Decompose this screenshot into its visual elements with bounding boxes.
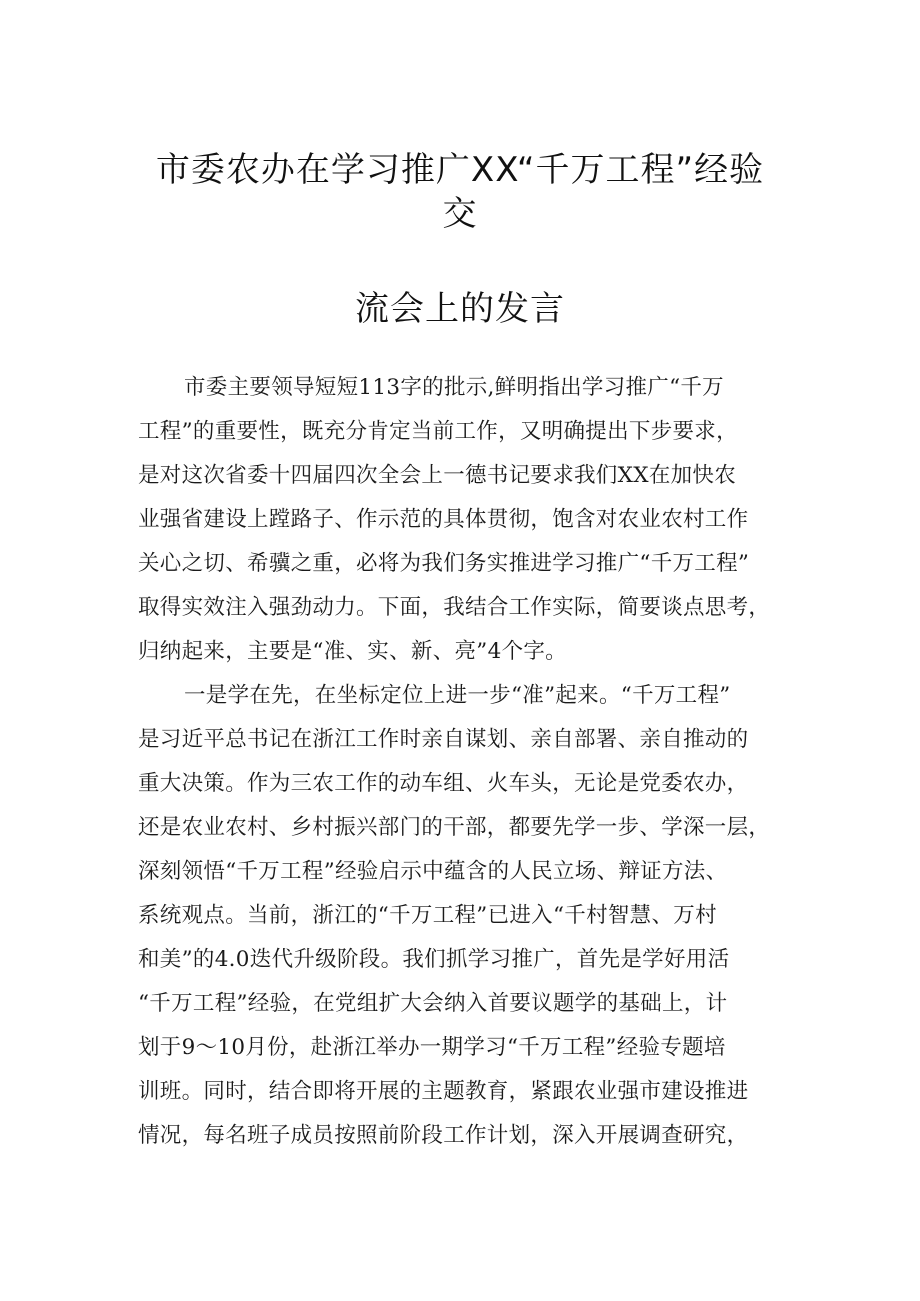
body-line: 还是农业农村、乡村振兴部门的干部，都要先学一步、学深一层，: [138, 815, 771, 840]
body-line: 一是学在先，在坐标定位上进一步“准”起来。“千万工程”: [184, 683, 731, 708]
body-line: “千万工程”经验，在党组扩大会纳入首要议题学的基础上，计: [138, 991, 728, 1016]
body-line: 是习近平总书记在浙江工作时亲自谋划、亲自部署、亲自推动的: [138, 727, 749, 752]
body-line: 情况，每名班子成员按照前阶段工作计划，深入开展调查研究，: [138, 1123, 749, 1148]
body-line: 业强省建设上蹚路子、作示范的具体贯彻，饱含对农业农村工作: [138, 507, 749, 532]
body-line: 关心之切、希骥之重，必将为我们务实推进学习推广“千万工程”: [138, 551, 750, 576]
body-line: 深刻领悟“千万工程”经验启示中蕴含的人民立场、辩证方法、: [138, 859, 728, 884]
body-line: 市委主要领导短短113字的批示,鲜明指出学习推广“千万: [184, 375, 724, 400]
body-line: 训班。同时，结合即将开展的主题教育，紧跟农业强市建设推进: [138, 1079, 749, 1104]
body-line: 取得实效注入强劲动力。下面，我结合工作实际，简要谈点思考，: [138, 595, 771, 620]
body-line: 工程”的重要性，既充分肯定当前工作，又明确提出下步要求，: [138, 419, 738, 444]
document-title-line-1: 市委农办在学习推广XX“千万工程”经验: [155, 150, 765, 190]
body-line: 划于9～10月份，赴浙江举办一期学习“千万工程”经验专题培: [138, 1035, 726, 1060]
body-line: 和美”的4.0迭代升级阶段。我们抓学习推广，首先是学好用活: [138, 947, 730, 972]
body-line: 是对这次省委十四届四次全会上一德书记要求我们XX在加快农: [138, 463, 737, 488]
document-title-line-2: 交: [442, 194, 478, 234]
body-line: 系统观点。当前，浙江的“千万工程”已进入“千村智慧、万村: [138, 903, 717, 928]
body-line: 归纳起来，主要是“准、实、新、亮”4个字。: [138, 639, 567, 664]
document-title-line-3: 流会上的发言: [355, 289, 565, 329]
body-line: 重大决策。作为三农工作的动车组、火车头，无论是党委农办，: [138, 771, 749, 796]
